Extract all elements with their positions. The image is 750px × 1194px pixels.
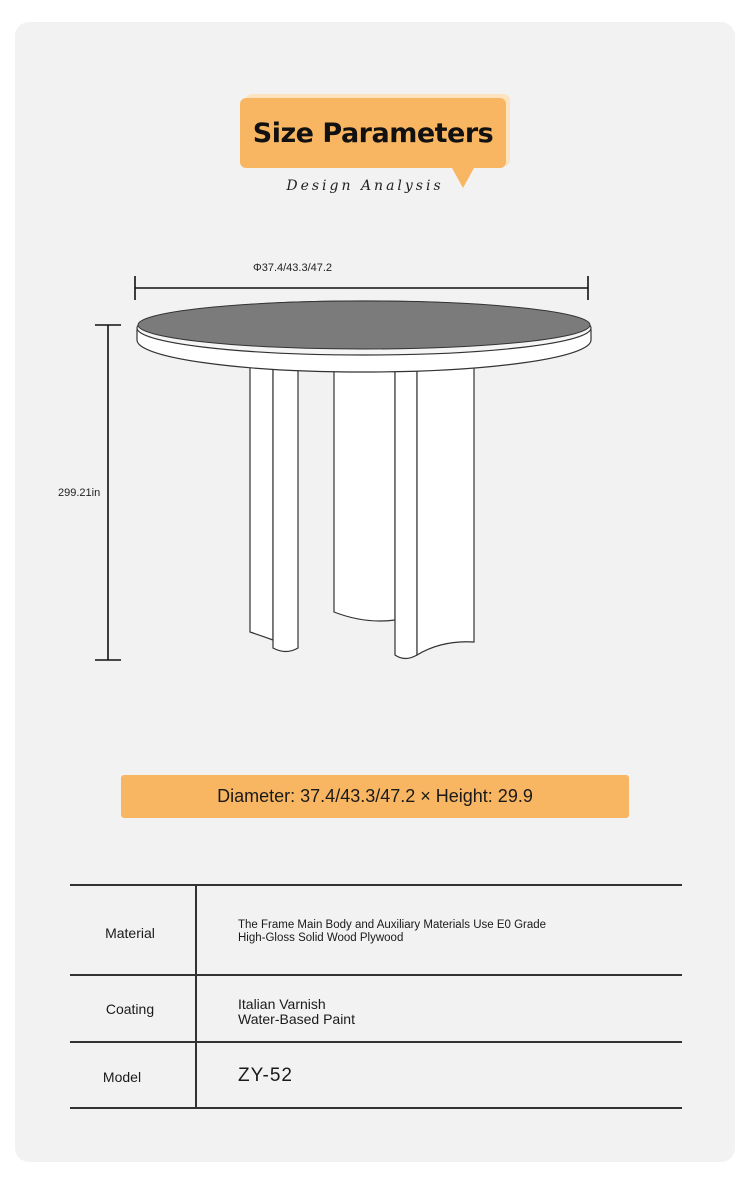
tabletop (137, 301, 591, 372)
height-label: 299.21in (58, 487, 101, 499)
spec-value-line: Water-Based Paint (238, 1011, 355, 1027)
spec-label-coating: Coating (105, 1001, 155, 1017)
spec-value-model (238, 1065, 293, 1087)
table-rule (70, 884, 682, 886)
page-subtitle: Design Analysis (286, 178, 444, 194)
spec-value-line: ZY-52 (238, 1065, 293, 1086)
diameter-label: Φ37.4/43.3/47.2 (252, 262, 333, 274)
diameter-dimension-line (135, 276, 588, 300)
table-rule (70, 974, 682, 976)
spec-label-model: Model (102, 1069, 142, 1085)
table-rule (70, 1107, 682, 1109)
table-column-divider (195, 884, 197, 1109)
page-title: Size Parameters (240, 98, 506, 168)
spec-label-material: Material (105, 925, 155, 941)
spec-table (70, 884, 682, 1109)
dimension-summary-bar: Diameter: 37.4/43.3/47.2 × Height: 29.9 (121, 775, 629, 818)
table-legs (250, 366, 474, 659)
spec-value-coating (238, 997, 355, 1027)
table-rule (70, 1041, 682, 1043)
spec-value-line: High-Gloss Solid Wood Plywood (238, 932, 404, 944)
spec-value-line: Italian Varnish (238, 996, 326, 1012)
spec-value-line: The Frame Main Body and Auxiliary Materials Use E0 Grade (238, 919, 547, 931)
spec-value-material (238, 919, 546, 945)
table-drawing (0, 250, 750, 680)
